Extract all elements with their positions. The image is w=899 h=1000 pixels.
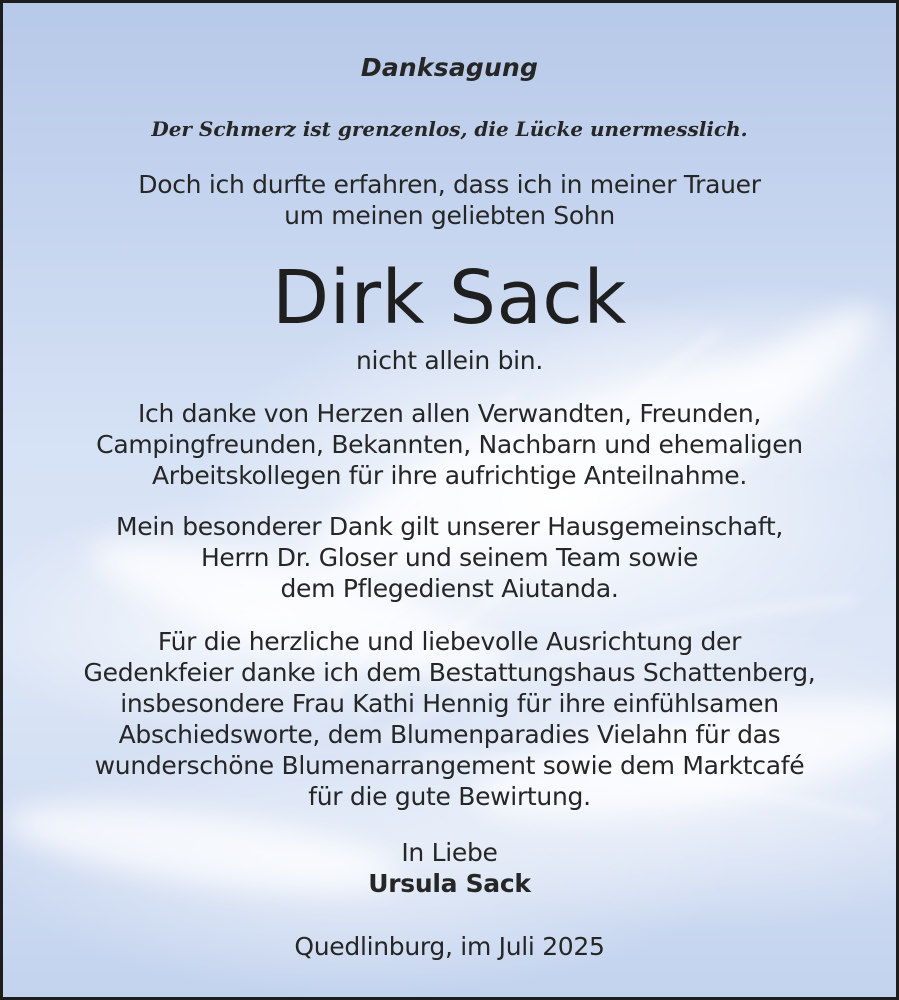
paragraph-line: Herrn Dr. Gloser und seinem Team sowie	[200, 543, 699, 572]
paragraph-line: Gedenkfeier danke ich dem Bestattungshaus Schattenberg,	[83, 658, 816, 687]
paragraph-line: Arbeitskollegen für ihre aufrichtige Anteilnahme.	[151, 461, 748, 490]
place-date-line: Quedlinburg, im Juli 2025	[294, 932, 605, 961]
paragraph-line: Mein besonderer Dank gilt unserer Hausgemeinschaft,	[116, 512, 783, 541]
paragraph-line: insbesondere Frau Kathi Hennig für ihre einfühlsamen	[120, 689, 779, 718]
notice-motto: Der Schmerz ist grenzenlos, die Lücke unermesslich.	[151, 117, 748, 141]
paragraph-line: Für die herzliche und liebevolle Ausrichtung der	[157, 627, 742, 656]
paragraph-line: wunderschöne Blumenarrangement sowie dem Marktcafé	[94, 751, 805, 780]
deceased-name: Dirk Sack	[272, 255, 627, 341]
paragraph-line: Abschiedsworte, dem Blumenparadies Vielahn für das	[118, 720, 781, 749]
intro-text	[3, 169, 896, 231]
place-date	[3, 931, 896, 962]
closing-line: In Liebe	[401, 838, 498, 867]
thanks-paragraph-2	[3, 511, 896, 604]
paragraph-line: für die gute Bewirtung.	[308, 782, 591, 811]
intro-line-2: um meinen geliebten Sohn	[284, 201, 615, 230]
paragraph-line: dem Pflegedienst Aiutanda.	[280, 574, 619, 603]
thanks-paragraph-3	[3, 626, 896, 812]
paragraph-line: Campingfreunden, Bekannten, Nachbarn und ehemaligen	[96, 430, 803, 459]
notice-content	[3, 3, 896, 997]
closing-block	[3, 837, 896, 899]
after-name-text	[3, 345, 896, 376]
paragraph-line: Ich danke von Herzen allen Verwandten, Freunden,	[137, 399, 762, 428]
signature: Ursula Sack	[368, 869, 531, 898]
after-name-line: nicht allein bin.	[356, 346, 543, 375]
intro-line-1: Doch ich durfte erfahren, dass ich in meiner Trauer	[138, 170, 761, 199]
notice-heading: Danksagung	[360, 53, 539, 82]
thanks-paragraph-1	[3, 398, 896, 491]
